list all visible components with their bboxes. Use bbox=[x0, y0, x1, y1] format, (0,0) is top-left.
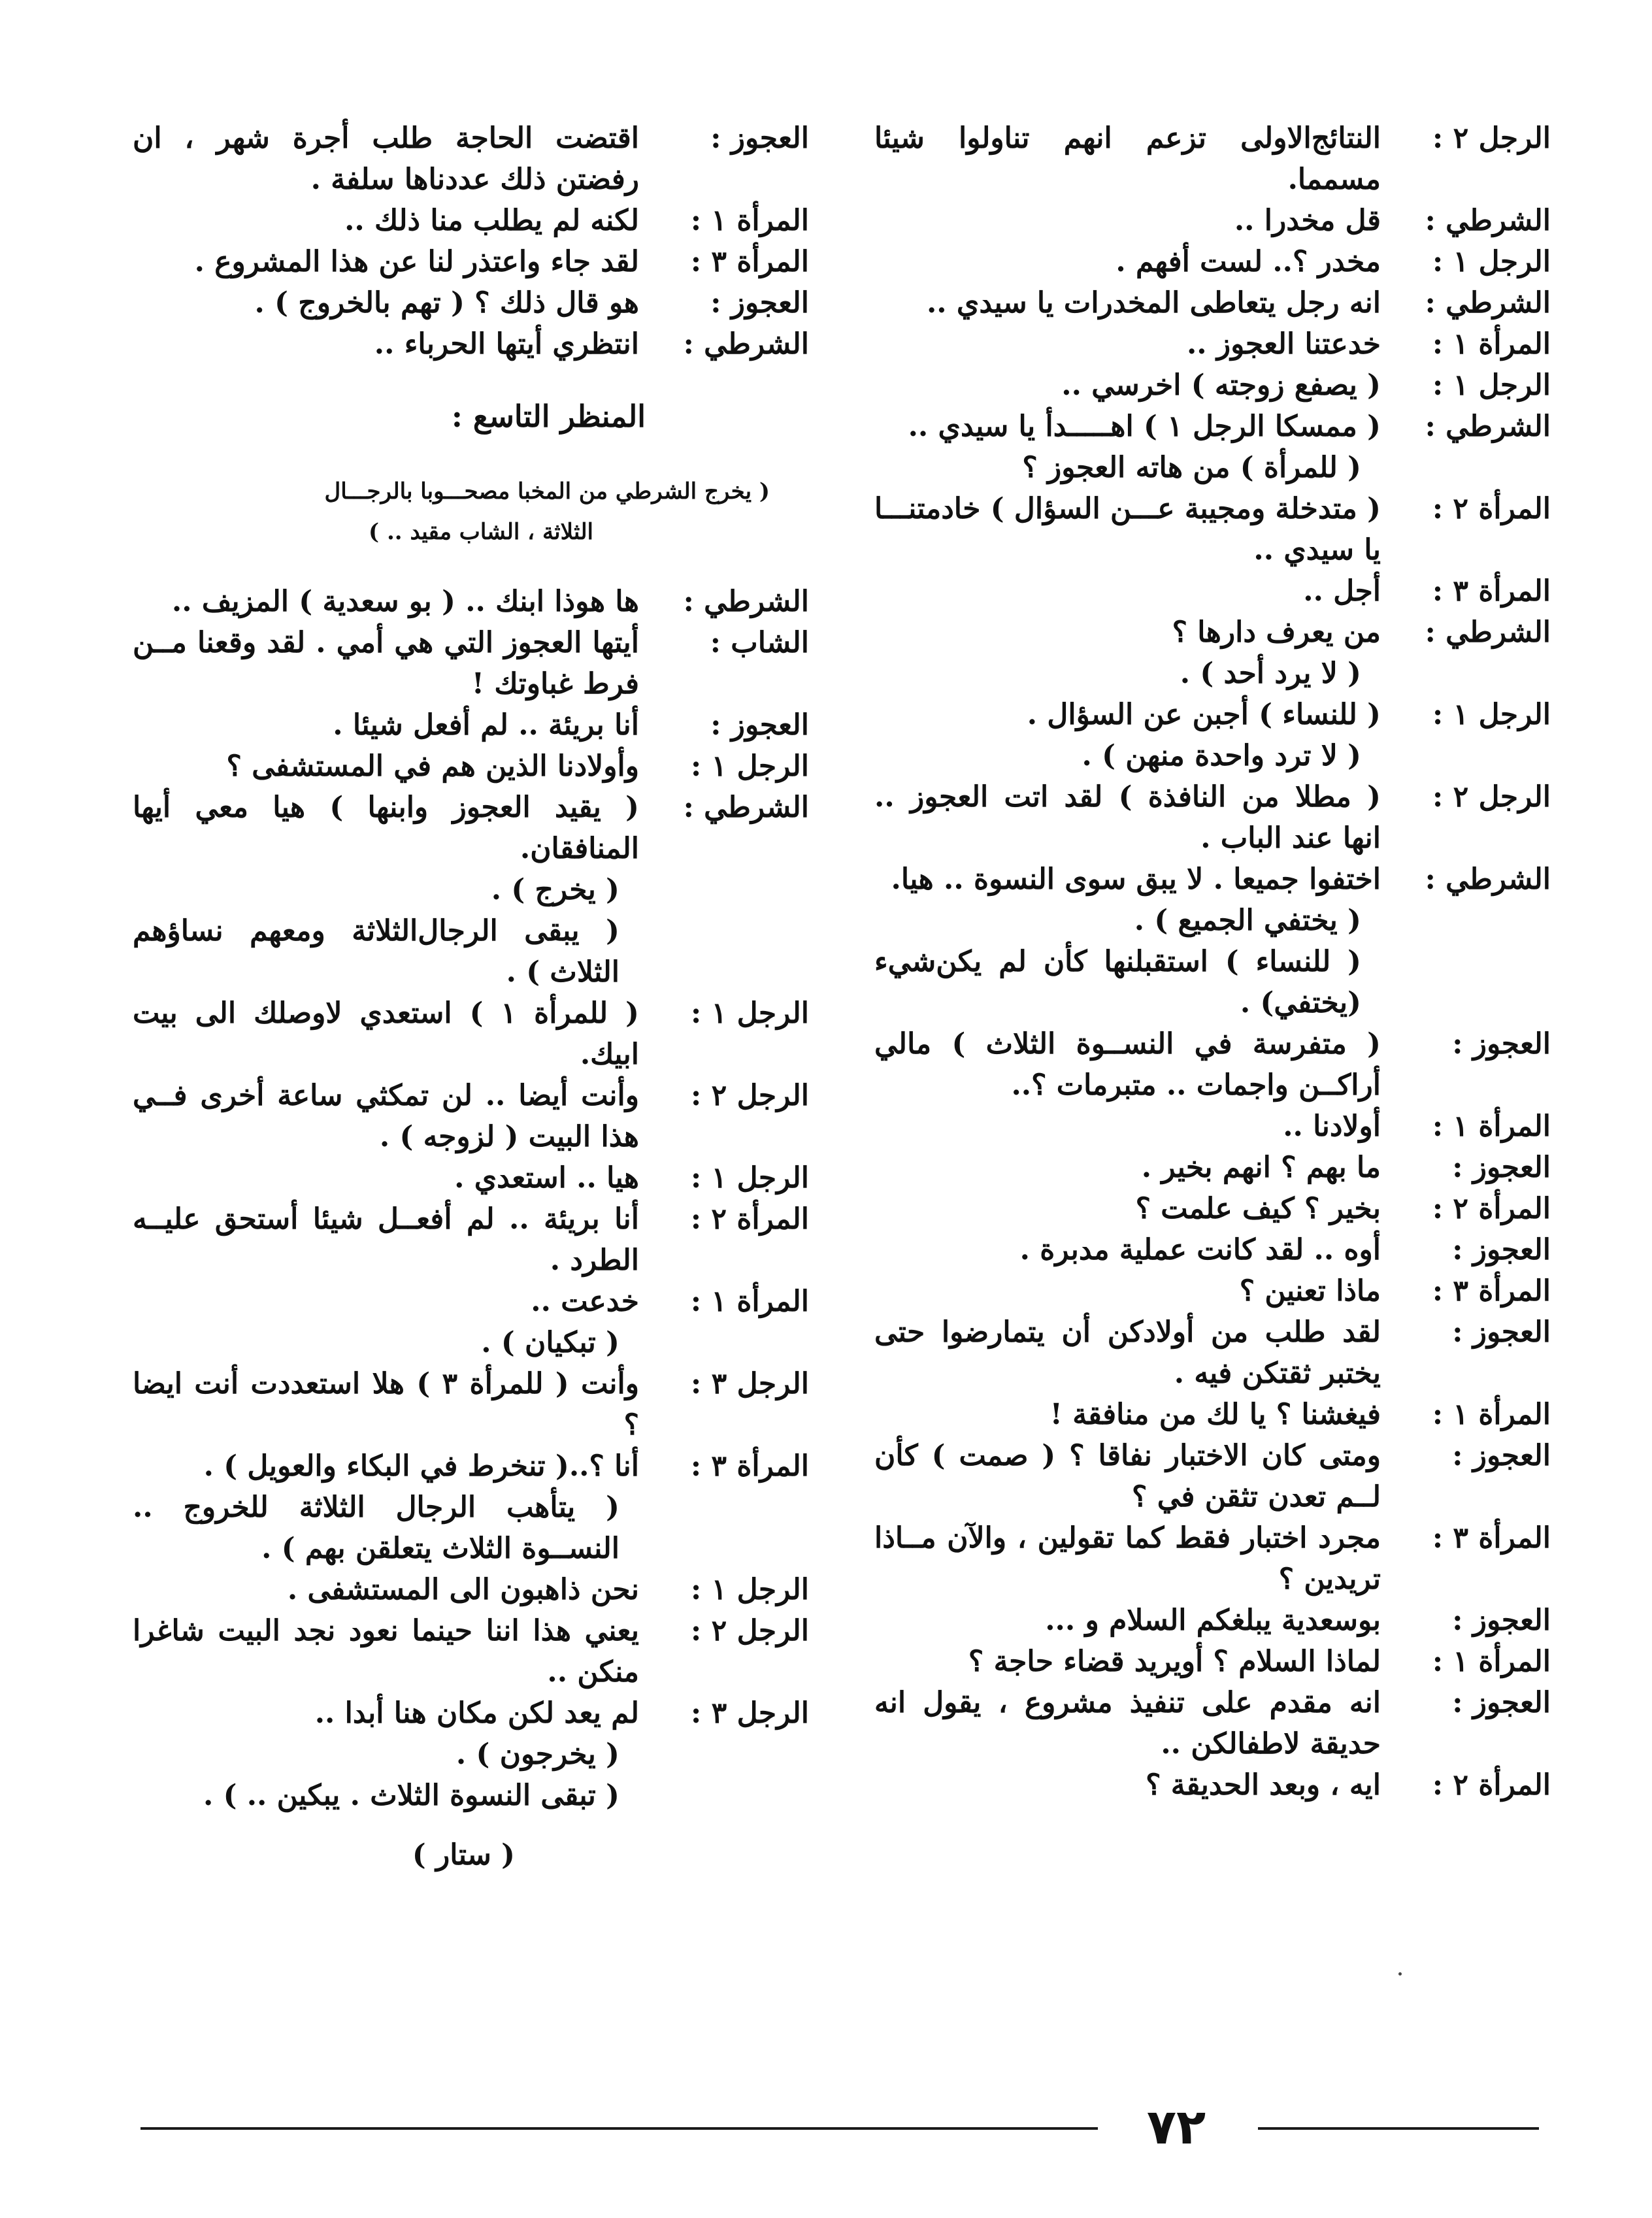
speaker-name: الرجل ١ : bbox=[1432, 369, 1551, 402]
footer-rule-left bbox=[140, 2127, 1098, 2130]
left-bottom-dialogue bbox=[133, 581, 809, 1816]
line-text: خدعت .. bbox=[531, 1285, 639, 1318]
line-text: ( متفرسة في النســوة الثلاث ) مالي أراكــن واجمات .. متبرمات ؟.. bbox=[874, 1027, 1381, 1102]
speaker-name: الشرطي : bbox=[683, 791, 809, 824]
stage-direction-line bbox=[133, 910, 809, 993]
speaker-name: الرجل ٣ : bbox=[691, 1697, 809, 1730]
stage-direction-line bbox=[133, 1487, 809, 1569]
line-text: ( للنساء ) أجبن عن السؤال . bbox=[1027, 698, 1381, 731]
dialogue-line bbox=[874, 776, 1551, 859]
dialogue-line bbox=[874, 1764, 1551, 1806]
stage-direction bbox=[133, 471, 809, 552]
stage-direction-line bbox=[133, 1775, 809, 1816]
line-text: لقد جاء واعتذر لنا عن هذا المشروع . bbox=[194, 245, 639, 278]
line-text: مجرد اختبار فقط كما تقولين ، والآن مــاذا تريدين ؟ bbox=[874, 1521, 1381, 1596]
speaker-name: المرأة ١ : bbox=[690, 1285, 809, 1318]
speaker-name: العجوز : bbox=[710, 286, 809, 320]
line-text: ( لا ترد واحدة منهن ) . bbox=[1082, 739, 1361, 772]
line-text: ومتى كان الاختبار نفاقا ؟ ( صمت ) كأن لــم تعدن تثقن في ؟ bbox=[874, 1439, 1381, 1514]
dialogue-line bbox=[133, 1446, 809, 1487]
dialogue-line bbox=[133, 622, 809, 704]
line-text: هو قال ذلك ؟ ( تهم بالخروج ) . bbox=[254, 286, 639, 320]
dialogue-line bbox=[133, 1610, 809, 1693]
line-text: اختفوا جميعا . لا يبق سوى النسوة .. هيا. bbox=[891, 863, 1381, 896]
right-column bbox=[874, 118, 1551, 1806]
speaker-name: الرجل ٢ : bbox=[691, 1079, 809, 1112]
speaker-name: الرجل ٢ : bbox=[691, 1614, 809, 1647]
dialogue-line bbox=[133, 118, 809, 200]
dialogue-line bbox=[874, 1312, 1551, 1394]
stage-direction-line bbox=[133, 869, 809, 910]
line-text: أنا ؟..( تنخرط في البكاء والعويل ) . bbox=[203, 1449, 639, 1483]
line-text: ها هوذا ابنك .. ( بو سعدية ) المزيف .. bbox=[171, 585, 639, 618]
speaker-name: المرأة ١ : bbox=[1432, 1645, 1551, 1678]
line-text: لقد طلب من أولادكن أن يتمارضوا حتى يختبر ثقتكن فيه . bbox=[874, 1316, 1381, 1390]
speaker-name: المرأة ١ : bbox=[1432, 1110, 1551, 1143]
dialogue-line bbox=[874, 1188, 1551, 1229]
page-footer bbox=[0, 2101, 1652, 2153]
stage-direction-line bbox=[133, 1322, 809, 1363]
dialogue-line bbox=[874, 1106, 1551, 1147]
left-column bbox=[133, 118, 809, 1876]
speaker-name: المرأة ٣ : bbox=[1432, 1521, 1551, 1555]
footer-rule-right bbox=[1258, 2127, 1539, 2130]
line-text: أجل .. bbox=[1303, 574, 1381, 608]
speaker-name: العجوز : bbox=[1452, 1027, 1551, 1061]
line-text: اقتضت الحاجة طلب أجرة شهر ، ان رفضتن ذلك عددناها سلفة . bbox=[133, 122, 639, 196]
dialogue-line bbox=[133, 1363, 809, 1446]
dialogue-line bbox=[133, 1569, 809, 1610]
dialogue-line bbox=[874, 488, 1551, 571]
line-text: خدعتنا العجوز .. bbox=[1186, 327, 1381, 361]
speaker-name: المرأة ٣ : bbox=[690, 1449, 809, 1483]
dialogue-line bbox=[874, 1682, 1551, 1764]
line-text: انه رجل يتعاطى المخدرات يا سيدي .. bbox=[926, 286, 1381, 320]
speaker-name: العجوز : bbox=[710, 708, 809, 742]
speaker-name: الشرطي : bbox=[683, 585, 809, 618]
line-text: لم يعد لكن مكان هنا أبدا .. bbox=[314, 1697, 639, 1730]
speaker-name: المرأة ٢ : bbox=[1432, 1192, 1551, 1225]
dialogue-line bbox=[874, 282, 1551, 323]
speaker-name: الرجل ٢ : bbox=[1432, 122, 1551, 155]
line-text: أنا بريئة .. لم أفعل شيئا . bbox=[333, 708, 639, 742]
speaker-name: الشرطي : bbox=[1425, 863, 1551, 896]
speaker-name: المرأة ٢ : bbox=[1432, 492, 1551, 525]
speaker-name: المرأة ١ : bbox=[690, 204, 809, 237]
line-text: ( يبقى الرجال‌الثلاثة ومعهم نساؤهم الثلاث ) . bbox=[133, 914, 620, 989]
line-text: وأولادنا الذين هم في المستشفى ؟ bbox=[226, 750, 639, 783]
speaker-name: الشرطي : bbox=[1425, 204, 1551, 237]
stage-direction-line-1: ( يخرج الشرطي من المخبا مصحـــوبا بالرجـــال bbox=[324, 478, 770, 505]
stage-direction-line bbox=[874, 735, 1551, 776]
speaker-name: الرجل ١ : bbox=[691, 997, 809, 1030]
dialogue-line bbox=[133, 1075, 809, 1157]
stage-direction-line bbox=[874, 447, 1551, 488]
dialogue-line bbox=[874, 1270, 1551, 1312]
line-text: ماذا تعنين ؟ bbox=[1239, 1274, 1381, 1308]
line-text: انه مقدم على تنفيذ مشروع ، يقول انه حديقة لاطفالكن .. bbox=[874, 1686, 1381, 1761]
stage-direction-line bbox=[874, 653, 1551, 694]
dialogue-line bbox=[133, 1199, 809, 1281]
line-text: ( لا يرد أحد ) . bbox=[1180, 657, 1361, 690]
speaker-name: الرجل ١ : bbox=[691, 1161, 809, 1195]
dialogue-line bbox=[874, 241, 1551, 282]
dialogue-line bbox=[133, 241, 809, 282]
left-top-dialogue bbox=[133, 118, 809, 365]
dialogue-line bbox=[874, 1641, 1551, 1682]
line-text: ( للمرأة ١ ) استعدي لاوصلك الى بيت ابيك. bbox=[133, 997, 639, 1071]
line-text: ( متدخلة ومجيبة عـــن السؤال ) خادمتنـــا يا سيدي .. bbox=[874, 492, 1381, 567]
speaker-name: الشرطي : bbox=[1425, 286, 1551, 320]
dialogue-line bbox=[133, 200, 809, 241]
dialogue-line bbox=[133, 993, 809, 1075]
dialogue-line bbox=[874, 323, 1551, 365]
line-text: ما بهم ؟ انهم بخير . bbox=[1141, 1151, 1381, 1184]
dialogue-line bbox=[874, 1147, 1551, 1188]
speaker-name: العجوز : bbox=[710, 122, 809, 155]
line-text: ( يقيد العجوز وابنها ) هيا معي أيها المنافقان. bbox=[133, 791, 639, 865]
line-text: ( تبقى النسوة الثلاث . يبكين .. ) . bbox=[203, 1779, 620, 1812]
line-text: ( تبكيان ) . bbox=[481, 1326, 620, 1359]
speaker-name: العجوز : bbox=[1452, 1316, 1551, 1349]
line-text: فيغشنا ؟ يا لك من منافقة ! bbox=[1049, 1398, 1381, 1431]
line-text: ( للمرأة ) من هاته العجوز ؟ bbox=[1022, 451, 1361, 484]
dialogue-line bbox=[133, 787, 809, 869]
dialogue-line bbox=[874, 200, 1551, 241]
speaker-name: المرأة ٣ : bbox=[1432, 574, 1551, 608]
dialogue-line bbox=[133, 704, 809, 746]
dialogue-line bbox=[874, 1600, 1551, 1641]
dialogue-line bbox=[874, 1023, 1551, 1106]
dialogue-line bbox=[874, 1435, 1551, 1517]
line-text: ( يتأهب الرجال الثلاثة للخروج .. النســوة الثلاث يتعلقن بهم ) . bbox=[133, 1491, 620, 1565]
speaker-name: المرأة ١ : bbox=[1432, 1398, 1551, 1431]
speaker-name: المرأة ٣ : bbox=[690, 245, 809, 278]
dialogue-line bbox=[874, 1517, 1551, 1600]
line-text: بوسعدية يبلغكم السلام و ... bbox=[1045, 1604, 1381, 1637]
line-text: ( يخرج ) . bbox=[491, 873, 620, 906]
dialogue-line bbox=[874, 118, 1551, 200]
speaker-name: العجوز : bbox=[1452, 1233, 1551, 1266]
speaker-name: العجوز : bbox=[1452, 1686, 1551, 1719]
speaker-name: الرجل ١ : bbox=[1432, 245, 1551, 278]
dialogue-line bbox=[133, 1281, 809, 1322]
dialogue-line bbox=[133, 1693, 809, 1734]
line-text: ( يصفع زوجته ) اخرسي .. bbox=[1061, 369, 1381, 402]
scan-speck bbox=[1398, 1972, 1402, 1976]
speaker-name: الشرطي : bbox=[1425, 616, 1551, 649]
speaker-name: الشاب : bbox=[710, 626, 809, 659]
speaker-name: الرجل ١ : bbox=[1432, 698, 1551, 731]
dialogue-line bbox=[874, 571, 1551, 612]
line-text: بخير ؟ كيف علمت ؟ bbox=[1135, 1192, 1381, 1225]
speaker-name: الشرطي : bbox=[683, 327, 809, 361]
line-text: من يعرف دارها ؟ bbox=[1172, 616, 1381, 649]
line-text: أولادنا .. bbox=[1283, 1110, 1381, 1143]
line-text: ( مطلا من النافذة ) لقد اتت العجوز .. انها عند الباب . bbox=[874, 780, 1381, 855]
line-text: ( يختفي الجميع ) . bbox=[1134, 904, 1361, 937]
line-text: أيتها العجوز التي هي أمي . لقد وقعنا مــن فرط غباوتك ! bbox=[133, 626, 639, 701]
line-text: لماذا السلام ؟ أويريد قضاء حاجة ؟ bbox=[968, 1645, 1381, 1678]
stage-direction-line-2: الثلاثة ، الشاب مقيد .. ) bbox=[369, 519, 593, 545]
line-text: ( للنساء ) استقبلنها كأن لم يكن‌شيء (يختفي) . bbox=[874, 945, 1361, 1019]
speaker-name: المرأة ٣ : bbox=[1432, 1274, 1551, 1308]
speaker-name: الرجل ٣ : bbox=[691, 1367, 809, 1400]
line-text: أنا بريئة .. لم أفعــل شيئا أستحق عليــه الطرد . bbox=[133, 1202, 639, 1277]
dialogue-line bbox=[874, 365, 1551, 406]
speaker-name: المرأة ١ : bbox=[1432, 327, 1551, 361]
speaker-name: الشرطي : bbox=[1425, 410, 1551, 443]
dialogue-line bbox=[133, 323, 809, 365]
speaker-name: المرأة ٢ : bbox=[690, 1202, 809, 1236]
speaker-name: الرجل ١ : bbox=[691, 1573, 809, 1606]
page-number: ٧٢ bbox=[1146, 2099, 1206, 2155]
line-text: وأنت ( للمرأة ٣ ) هلا استعددت أنت ايضا ؟ bbox=[133, 1367, 639, 1442]
dialogue-line bbox=[874, 1229, 1551, 1270]
dialogue-line bbox=[874, 406, 1551, 447]
dialogue-line bbox=[133, 581, 809, 622]
stage-direction-line bbox=[874, 900, 1551, 941]
line-text: النتائج‌الاولى تزعم انهم تناولوا شيئا مسمما. bbox=[874, 122, 1381, 196]
scene-heading: المنظر التاسع : bbox=[451, 399, 646, 434]
line-text: أوه .. لقد كانت عملية مدبرة . bbox=[1019, 1233, 1381, 1266]
line-text: ايه ، وبعد الحديقة ؟ bbox=[1146, 1768, 1381, 1802]
speaker-name: الرجل ١ : bbox=[691, 750, 809, 783]
line-text: انتظري أيتها الحرباء .. bbox=[374, 327, 639, 361]
dialogue-line bbox=[874, 694, 1551, 735]
line-text: مخدر ؟.. لست أفهم . bbox=[1115, 245, 1381, 278]
line-text: ( ممسكا الرجل ١ ) اهـــــدأ يا سيدي .. bbox=[908, 410, 1381, 443]
dialogue-line bbox=[874, 1394, 1551, 1435]
speaker-name: العجوز : bbox=[1452, 1151, 1551, 1184]
dialogue-line bbox=[874, 612, 1551, 653]
line-text: قل مخدرا .. bbox=[1234, 204, 1381, 237]
stage-direction-line bbox=[874, 941, 1551, 1023]
speaker-name: العجوز : bbox=[1452, 1604, 1551, 1637]
line-text: ( يخرجون ) . bbox=[455, 1738, 620, 1771]
stage-direction-line bbox=[133, 1734, 809, 1775]
dialogue-line bbox=[874, 859, 1551, 900]
line-text: يعني هذا اننا حينما نعود نجد البيت شاغرا منكن .. bbox=[133, 1614, 639, 1689]
curtain-closing: ( ستار ) bbox=[412, 1838, 515, 1872]
line-text: وأنت أيضا .. لن تمكثي ساعة أخرى فــي هذا البيت ( لزوجه ) . bbox=[133, 1079, 639, 1153]
line-text: هيا .. استعدي . bbox=[454, 1161, 639, 1195]
line-text: نحن ذاهبون الى المستشفى . bbox=[287, 1573, 639, 1606]
dialogue-line bbox=[133, 1157, 809, 1199]
line-text: لكنه لم يطلب منا ذلك .. bbox=[344, 204, 639, 237]
speaker-name: المرأة ٢ : bbox=[1432, 1768, 1551, 1802]
speaker-name: الرجل ٢ : bbox=[1432, 780, 1551, 814]
dialogue-line bbox=[133, 746, 809, 787]
speaker-name: العجوز : bbox=[1452, 1439, 1551, 1472]
dialogue-line bbox=[133, 282, 809, 323]
